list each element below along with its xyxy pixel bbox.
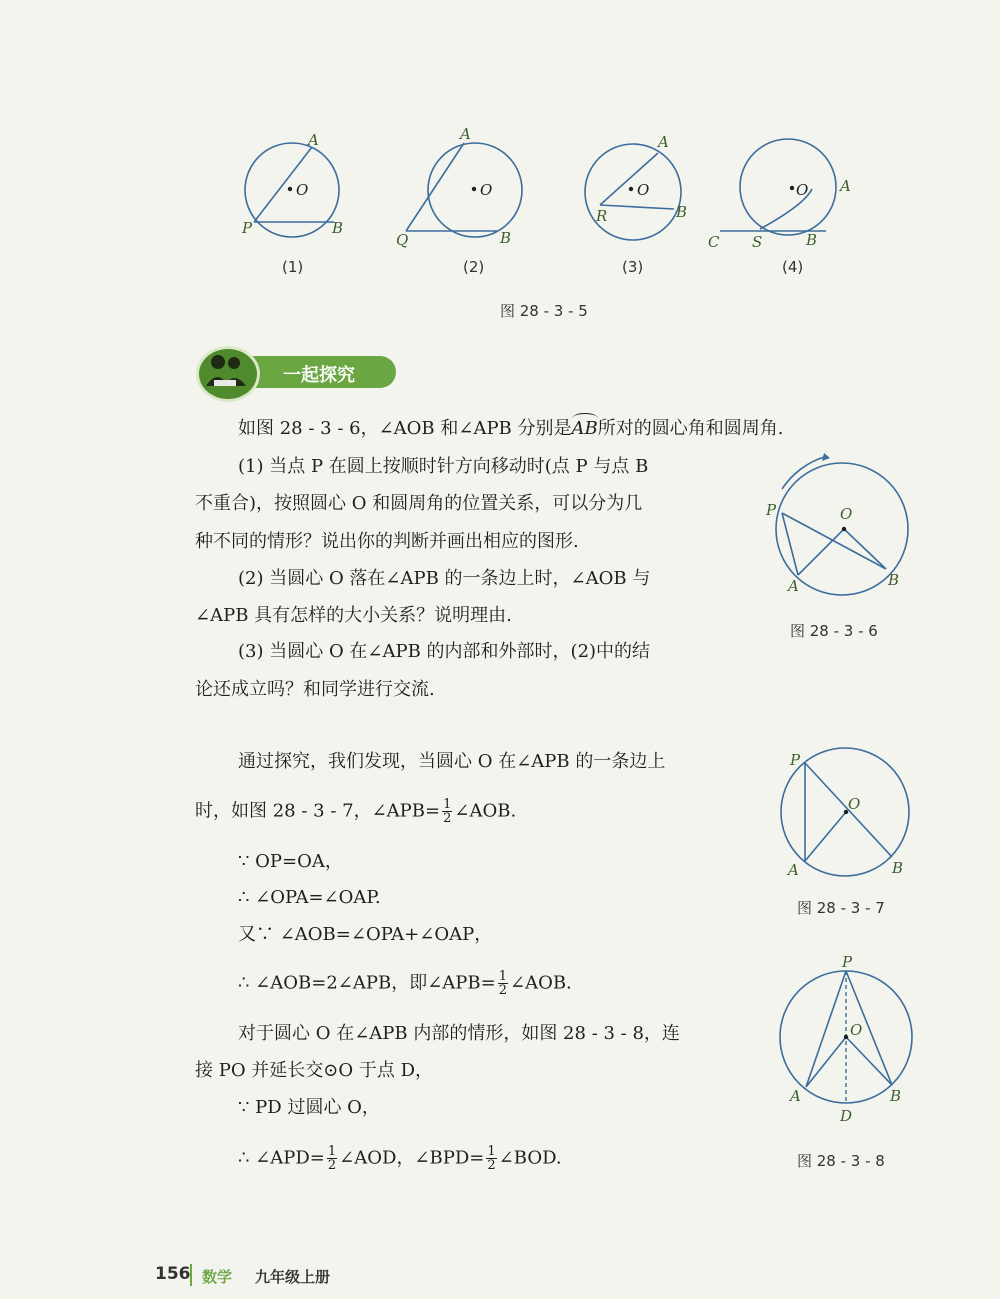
label-o: O [840,505,853,523]
fraction-denominator: 2 [443,811,452,826]
label-b: B [888,571,900,589]
label-a: A [658,133,669,151]
question-2-line-2: ∠APB 具有怎样的大小关系？说明理由. [195,605,512,626]
question-1-line-2: 不重合)，按照圆心 O 和圆周角的位置关系，可以分为几 [195,493,643,514]
arc-ab: AB [571,418,598,439]
label-p: P [766,501,777,519]
question-1-line-1: (1) 当点 P 在圆上按顺时针方向移动时(点 P 与点 B [238,456,649,477]
figure-28-3-5-panel-4 [700,125,860,250]
label-b: B [892,859,904,877]
explore-intro-a: 如图 28 - 3 - 6，∠AOB 和∠APB 分别是 [238,418,572,439]
section-title: 一起探究 [283,365,355,386]
label-a: A [788,861,799,879]
label-a: A [460,125,471,143]
label-p: P [842,953,853,971]
question-3-line-1: (3) 当圆心 O 在∠APB 的内部和外部时，(2)中的结 [238,641,651,662]
figure-28-3-5-panel-2 [392,125,532,250]
interior-line-1: 对于圆心 O 在∠APB 内部的情形，如图 28 - 3 - 8，连 [238,1023,680,1044]
interior-therefore-c: ∠BOD. [498,1147,562,1169]
explore-intro-b: 所对的圆心角和圆周角. [597,418,784,439]
fraction-denominator: 2 [487,1158,496,1173]
figure-28-3-8 [770,955,930,1130]
fraction-half [442,798,452,825]
book-title: 数学 [202,1268,233,1286]
discovery-line-1: 通过探究，我们发现，当圆心 O 在∠APB 的一条边上 [238,751,666,772]
interior-therefore-a: ∴ ∠APD= [238,1147,325,1169]
students-icon [196,346,260,402]
discovery-line-2-b: ∠AOB. [454,800,517,822]
label-b: B [500,229,512,247]
label-a: A [840,177,851,195]
fraction-numerator: 1 [327,1144,337,1159]
grade-label: 九年级上册 [255,1268,331,1286]
label-c: C [708,233,720,251]
label-o: O [296,181,309,199]
figure-28-3-7-caption: 图 28 - 3 - 7 [797,899,885,917]
panel-2-number: (2) [463,258,485,276]
interior-because-line: ∵ PD 过圆心 O， [238,1097,380,1118]
question-2-line-1: (2) 当圆心 O 落在∠APB 的一条边上时，∠AOB 与 [238,568,651,589]
interior-therefore-b: ∠AOD，∠BPD= [339,1147,485,1169]
label-r: R [596,207,608,225]
figure-28-3-8-caption: 图 28 - 3 - 8 [797,1152,885,1170]
panel-3-number: (3) [622,258,644,276]
figure-28-3-6-caption: 图 28 - 3 - 6 [790,622,878,640]
fraction-half [327,1145,337,1172]
label-s: S [752,233,763,251]
discovery-line-2-a: 时，如图 28 - 3 - 7，∠APB= [195,800,441,822]
label-o: O [848,795,861,813]
figure-28-3-5-panel-1 [230,125,360,250]
label-d: D [840,1107,853,1125]
fraction-numerator: 1 [487,1144,496,1159]
fraction-half [486,1145,496,1172]
also-line: 又∵ ∠AOB=∠OPA+∠OAP， [238,924,493,945]
label-p: P [790,751,801,769]
therefore-line-2 [238,970,572,997]
fraction-denominator: 2 [498,983,507,998]
question-1-line-3: 种不同的情形？说出你的判断并画出相应的图形. [195,531,579,552]
therefore-line-2-b: ∠AOB. [509,972,572,994]
because-line-1: ∵ OP=OA， [238,851,343,872]
label-q: Q [396,231,409,249]
label-b: B [806,231,818,249]
label-b: B [676,203,688,221]
figure-28-3-6 [760,445,930,605]
label-o: O [637,181,650,199]
label-b: B [332,219,344,237]
figure-28-3-5-caption: 图 28 - 3 - 5 [500,302,588,320]
fraction-numerator: 1 [443,797,452,812]
figure-28-3-5-panel-3 [570,125,700,250]
label-o: O [480,181,493,199]
figure-28-3-7 [770,745,930,890]
fraction-half [498,970,508,997]
section-banner [188,346,398,400]
fraction-numerator: 1 [498,969,507,984]
footer-divider [190,1264,192,1286]
label-a: A [790,1087,801,1105]
panel-1-number: (1) [282,258,304,276]
panel-4-number: (4) [782,258,804,276]
label-b: B [890,1087,902,1105]
label-o: O [796,181,809,199]
question-3-line-2: 论还成立吗？和同学进行交流. [195,679,435,700]
interior-therefore-line [238,1145,562,1172]
label-a: A [788,577,799,595]
explore-intro [238,417,783,441]
therefore-line-1: ∴ ∠OPA=∠OAP. [238,887,381,908]
label-o: O [850,1021,863,1039]
discovery-line-2 [195,798,516,825]
label-a: A [308,131,319,149]
page-number: 156 [155,1264,191,1284]
label-p: P [242,219,253,237]
therefore-line-2-a: ∴ ∠AOB=2∠APB，即∠APB= [238,972,496,994]
interior-line-2: 接 PO 并延长交⊙O 于点 D， [195,1060,434,1081]
fraction-denominator: 2 [327,1158,337,1173]
